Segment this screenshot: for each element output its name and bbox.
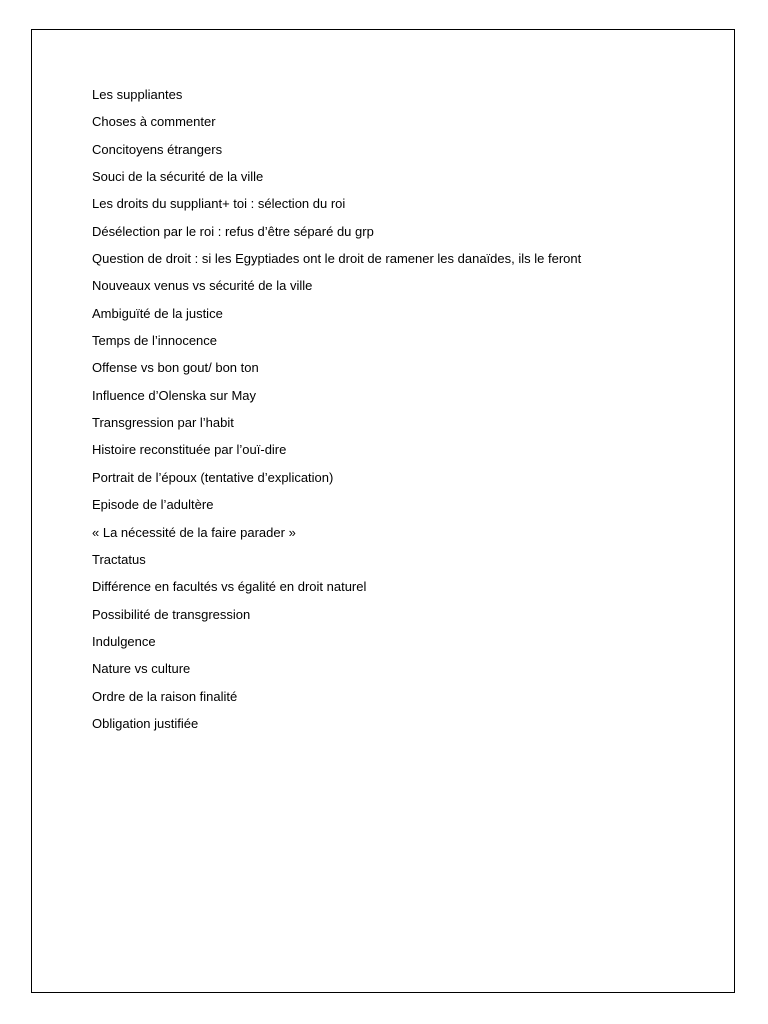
text-line: Portrait de l’époux (tentative d’explication) (92, 469, 334, 485)
text-line: Les suppliantes (92, 87, 183, 102)
text-line: Transgression par l’habit (92, 415, 234, 431)
text-line: Offense vs bon gout/ bon ton (92, 360, 259, 376)
text-line: Souci de la sécurité de la ville (92, 169, 264, 185)
text-line: Les droits du suppliant+ toi : sélection du roi (92, 196, 346, 212)
text-line: Obligation justifiée (92, 715, 199, 731)
document-page (31, 29, 735, 993)
text-line: Ordre de la raison finalité (92, 688, 238, 704)
text-line: Question de droit : si les Egyptiades ont le droit de ramener les danaïdes, ils le feront (92, 251, 582, 267)
text-line: Tractatus (92, 551, 146, 567)
text-line: Temps de l’innocence (92, 333, 218, 349)
text-line: Indulgence (92, 633, 156, 649)
text-line: Désélection par le roi : refus d’être séparé du grp (92, 223, 374, 239)
text-line: Différence en facultés vs égalité en droit naturel (92, 579, 367, 595)
text-line: Choses à commenter (92, 114, 216, 130)
text-line: Concitoyens étrangers (92, 141, 223, 157)
document-lines (92, 86, 581, 742)
text-line: Nouveaux venus vs sécurité de la ville (92, 278, 313, 294)
text-line: Possibilité de transgression (92, 606, 251, 622)
text-line: Nature vs culture (92, 661, 191, 677)
text-line: Influence d’Olenska sur May (92, 387, 257, 403)
text-line: « La nécessité de la faire parader » (92, 524, 296, 540)
text-line: Ambiguïté de la justice (92, 305, 223, 321)
text-line: Histoire reconstituée par l’ouï-dire (92, 442, 287, 458)
text-line: Episode de l’adultère (92, 497, 214, 513)
